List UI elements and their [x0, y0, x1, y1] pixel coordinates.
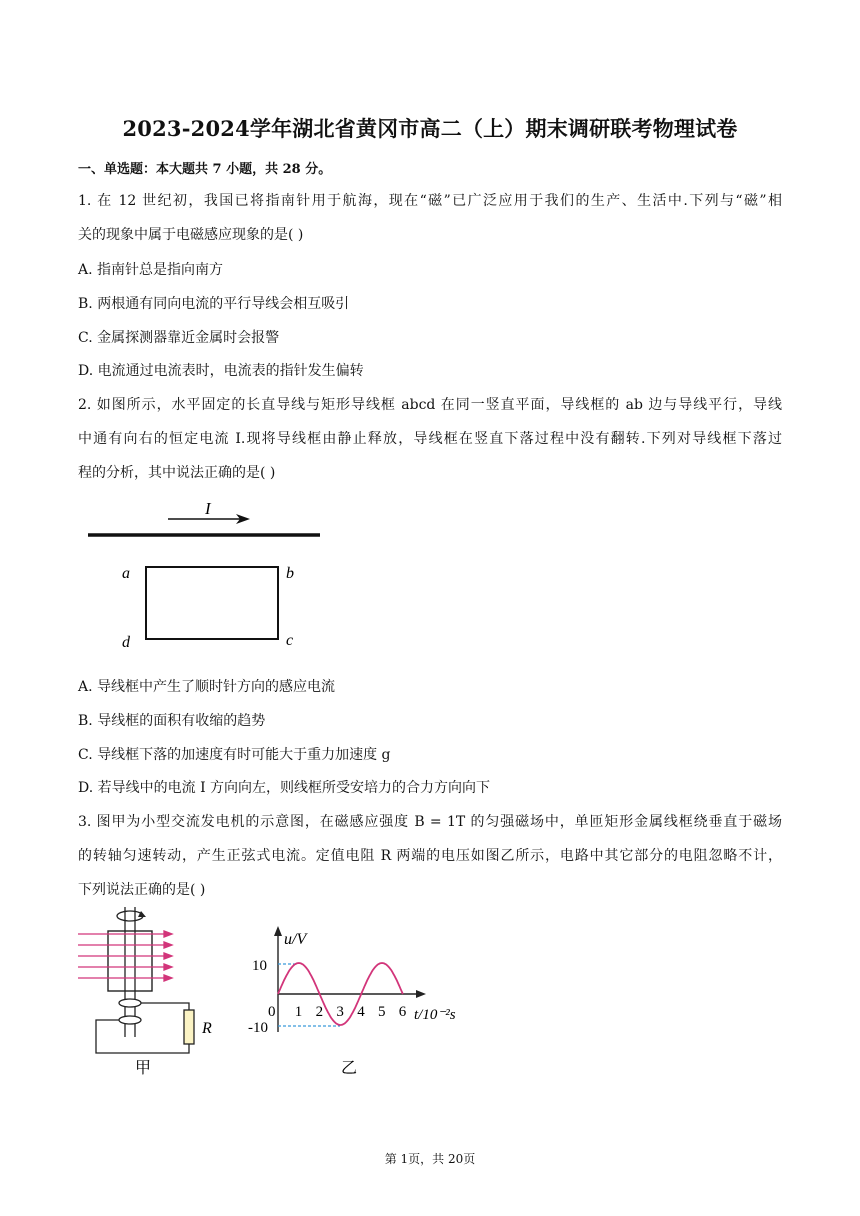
page-footer: 第 1页，共 20页 — [384, 1152, 476, 1166]
y-tick-neg10: -10 — [248, 1020, 268, 1036]
caption-yi: 乙 — [341, 1058, 358, 1077]
q3-stem-line2: 的转轴匀速转动，产生正弦式电流。定值电阻 R 两端的电压如图乙所示，电路中其它部分的电阻忽略不计， — [78, 848, 782, 864]
corner-label-d: d — [122, 634, 130, 651]
x-tick-2: 2 — [315, 1004, 324, 1020]
q2-stem-line3: 程的分析，其中说法正确的是( ) — [78, 465, 276, 481]
current-label: I — [205, 499, 211, 518]
q2-option-c: C. 导线框下落的加速度有时可能大于重力加速度 g — [78, 747, 391, 763]
q2-option-b: B. 导线框的面积有收缩的趋势 — [78, 713, 266, 729]
slip-ring-2 — [119, 1016, 141, 1024]
corner-label-c: c — [286, 632, 294, 649]
y-tick-10: 10 — [252, 958, 267, 974]
q3-figure-jia — [78, 905, 228, 1085]
x-tick-5: 5 — [378, 1004, 386, 1020]
q3-stem-line3: 下列说法正确的是( ) — [78, 882, 206, 898]
q1-option-d: D. 电流通过电流表时，电流表的指针发生偏转 — [78, 363, 364, 379]
rectangular-frame — [146, 567, 278, 639]
y-axis-label: u/V — [284, 931, 307, 948]
q2-figure-wire-frame — [80, 495, 320, 655]
q1-option-c: C. 金属探测器靠近金属时会报警 — [78, 330, 280, 346]
x-tick-3: 3 — [336, 1004, 344, 1020]
q2-stem-line1: 2. 如图所示，水平固定的长直导线与矩形导线框 abcd 在同一竖直平面，导线框的 ab 边与导线平行，导线 — [78, 397, 782, 413]
x-tick-0: 0 — [268, 1004, 276, 1020]
q2-option-a: A. 导线框中产生了顺时针方向的感应电流 — [78, 679, 336, 695]
x-axis-label: t/10⁻²s — [414, 1007, 456, 1023]
q1-option-a: A. 指南针总是指向南方 — [78, 262, 224, 278]
slip-ring-1 — [119, 999, 141, 1007]
page-title: 2023-2024学年湖北省黄冈市高二（上）期末调研联考物理试卷 — [122, 116, 738, 141]
q3-stem-line1: 3. 图甲为小型交流发电机的示意图，在磁感应强度 B = 1T 的匀强磁场中，单匝矩形金属线框绕垂直于磁场 — [78, 814, 782, 830]
q1-stem-line1: 1. 在 12 世纪初，我国已将指南针用于航海，现在“磁”已广泛应用于我们的生产、生活中.下列与“磁”相 — [78, 193, 782, 209]
x-tick-1: 1 — [294, 1004, 303, 1020]
resistor-label: R — [202, 1020, 212, 1037]
coil-frame — [108, 931, 152, 991]
corner-label-b: b — [286, 565, 294, 582]
section-heading: 一、单选题：本大题共 7 小题，共 28 分。 — [78, 162, 332, 177]
q1-stem-line2: 关的现象中属于电磁感应现象的是( ) — [78, 227, 304, 243]
x-tick-4: 4 — [357, 1004, 365, 1020]
corner-label-a: a — [122, 565, 130, 582]
q2-stem-line2: 中通有向右的恒定电流 I.现将导线框由静止释放，导线框在竖直下落过程中没有翻转.下列对导线框下落过 — [78, 431, 782, 447]
x-tick-6: 6 — [398, 1004, 407, 1020]
resistor — [184, 1010, 194, 1044]
q3-figure-yi — [240, 922, 470, 1082]
caption-jia: 甲 — [135, 1058, 152, 1077]
q2-option-d: D. 若导线中的电流 I 方向向左，则线框所受安培力的合力方向向下 — [78, 780, 491, 796]
q1-option-b: B. 两根通有同向电流的平行导线会相互吸引 — [78, 296, 350, 312]
